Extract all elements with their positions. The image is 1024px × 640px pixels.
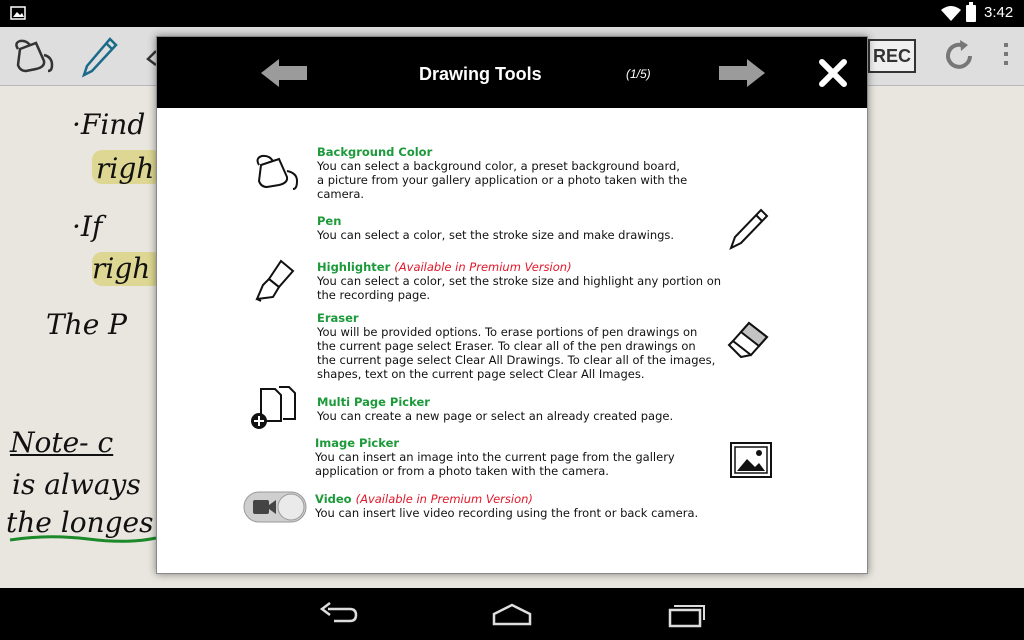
premium-note: (Available in Premium Version) (394, 260, 572, 274)
page-indicator: (1/5) (626, 67, 651, 81)
handwriting-line: is always (12, 468, 141, 501)
handwriting-line: Note- c (10, 426, 114, 459)
handwriting-line: righ (96, 152, 155, 185)
record-button[interactable]: REC (868, 39, 916, 73)
handwriting-line: ·Find (72, 108, 146, 141)
feature-eraser (317, 311, 747, 381)
feature-pen (317, 214, 747, 242)
feature-title: Background Color (317, 145, 433, 159)
handwriting-line: the longes (6, 506, 154, 539)
feature-description-line: You can insert an image into the current page from the gallery (315, 450, 675, 464)
recent-apps-icon[interactable] (666, 602, 706, 628)
feature-description-line: You will be provided options. To erase portions of pen drawings on (317, 325, 698, 339)
image-notification-icon (10, 6, 26, 20)
wifi-icon (940, 5, 962, 22)
feature-title: Multi Page Picker (317, 395, 430, 409)
back-icon[interactable] (318, 602, 360, 628)
feature-multi-page-picker (317, 395, 747, 423)
feature-title: Highlighter (317, 260, 391, 274)
feature-description-line: You can create a new page or select an already created page. (317, 409, 674, 423)
clock: 3:42 (984, 4, 1014, 21)
feature-title: Eraser (317, 311, 359, 325)
feature-description-line: the recording page. (317, 288, 431, 302)
feature-background-color (317, 145, 747, 201)
highlighter-icon (253, 257, 297, 303)
dialog-header (157, 37, 867, 108)
feature-description-line: shapes, text on the current page select Clear All Images. (317, 367, 645, 381)
previous-arrow-icon[interactable] (259, 57, 309, 89)
pen-icon[interactable] (78, 35, 122, 79)
video-toggle-icon (243, 491, 307, 523)
feature-description-line: a picture from your gallery application or a photo taken with the (317, 173, 688, 187)
feature-description-line: application or from a photo taken with the camera. (315, 464, 609, 478)
feature-image-picker (315, 436, 745, 478)
feature-description-line: the current page select Clear All Drawings. To clear all of the images, (317, 353, 716, 367)
drawing-tools-dialog (156, 36, 868, 574)
feature-description-line: You can select a background color, a preset background board, (317, 159, 680, 173)
feature-video (315, 492, 745, 520)
feature-title: Image Picker (315, 436, 400, 450)
paint-bucket-icon[interactable] (12, 35, 56, 75)
battery-icon (966, 5, 976, 22)
feature-description-line: camera. (317, 187, 365, 201)
premium-note: (Available in Premium Version) (355, 492, 533, 506)
dialog-title: Drawing Tools (419, 64, 542, 84)
feature-highlighter (317, 260, 747, 302)
underline-stroke (8, 532, 158, 546)
status-bar (0, 0, 1024, 27)
feature-title: Video (315, 492, 352, 506)
feature-description-line: You can insert live video recording using the front or back camera. (315, 506, 699, 520)
home-icon[interactable] (490, 602, 534, 626)
feature-title: Pen (317, 214, 342, 228)
navigation-bar (0, 588, 1024, 640)
feature-description-line: You can select a color, set the stroke size and make drawings. (317, 228, 675, 242)
overflow-menu-icon[interactable] (1004, 43, 1008, 69)
feature-description-line: You can select a color, set the stroke size and highlight any portion on (317, 274, 722, 288)
next-arrow-icon[interactable] (717, 57, 767, 89)
close-icon[interactable] (817, 57, 849, 89)
refresh-icon[interactable] (940, 37, 978, 75)
feature-description-line: the current page select Eraser. To clear all of the pen drawings on (317, 339, 696, 353)
paint-bucket-icon (253, 149, 301, 193)
handwriting-line: righ (92, 252, 151, 285)
handwriting-line: The P (46, 308, 128, 341)
multi-page-icon (249, 385, 299, 431)
handwriting-line: ·If (72, 210, 103, 243)
